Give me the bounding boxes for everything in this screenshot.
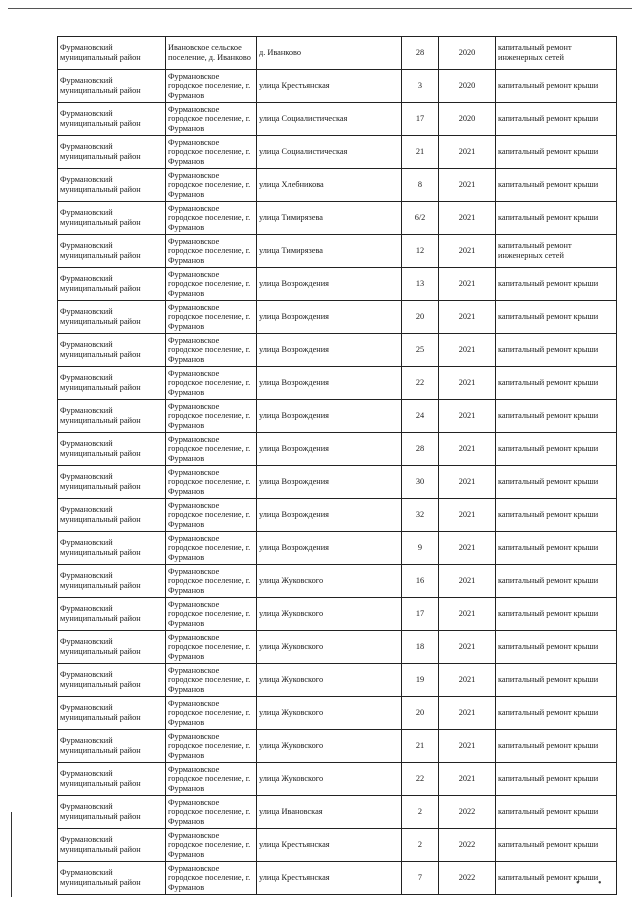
house-number-cell: 18 — [402, 631, 439, 664]
house-number-cell: 22 — [402, 763, 439, 796]
work-type-cell: капитальный ремонт крыши — [496, 169, 617, 202]
settlement-cell: Фурмановское городское поселение, г. Фурманов — [166, 367, 257, 400]
district-cell: Фурмановский муниципальный район — [58, 829, 166, 862]
year-cell: 2021 — [439, 400, 496, 433]
work-type-cell: капитальный ремонт крыши — [496, 466, 617, 499]
settlement-cell: Фурмановское городское поселение, г. Фурманов — [166, 268, 257, 301]
district-cell: Фурмановский муниципальный район — [58, 268, 166, 301]
settlement-cell: Фурмановское городское поселение, г. Фурманов — [166, 565, 257, 598]
district-cell: Фурмановский муниципальный район — [58, 598, 166, 631]
year-cell: 2021 — [439, 763, 496, 796]
year-cell: 2022 — [439, 862, 496, 895]
house-number-cell: 2 — [402, 796, 439, 829]
street-cell: улица Крестьянская — [257, 70, 402, 103]
district-cell: Фурмановский муниципальный район — [58, 70, 166, 103]
table-body — [58, 37, 617, 895]
table-row — [58, 862, 617, 895]
year-cell: 2021 — [439, 466, 496, 499]
table-row — [58, 664, 617, 697]
house-number-cell: 19 — [402, 664, 439, 697]
work-type-cell: капитальный ремонт крыши — [496, 334, 617, 367]
street-cell: улица Хлебникова — [257, 169, 402, 202]
street-cell: улица Возрождения — [257, 301, 402, 334]
year-cell: 2021 — [439, 697, 496, 730]
table-row — [58, 268, 617, 301]
table-row — [58, 400, 617, 433]
table-row — [58, 367, 617, 400]
settlement-cell: Фурмановское городское поселение, г. Фурманов — [166, 631, 257, 664]
house-number-cell: 2 — [402, 829, 439, 862]
house-number-cell: 17 — [402, 103, 439, 136]
year-cell: 2021 — [439, 598, 496, 631]
street-cell: улица Жуковского — [257, 697, 402, 730]
street-cell: улица Возрождения — [257, 466, 402, 499]
table-row — [58, 202, 617, 235]
house-number-cell: 25 — [402, 334, 439, 367]
house-number-cell: 30 — [402, 466, 439, 499]
street-cell: улица Тимирязева — [257, 235, 402, 268]
table-row — [58, 301, 617, 334]
year-cell: 2021 — [439, 565, 496, 598]
year-cell: 2020 — [439, 37, 496, 70]
work-type-cell: капитальный ремонт крыши — [496, 565, 617, 598]
work-type-cell: капитальный ремонт крыши — [496, 367, 617, 400]
work-type-cell: капитальный ремонт крыши — [496, 499, 617, 532]
work-type-cell: капитальный ремонт крыши — [496, 532, 617, 565]
work-type-cell: капитальный ремонт крыши — [496, 400, 617, 433]
work-type-cell: капитальный ремонт крыши — [496, 301, 617, 334]
district-cell: Фурмановский муниципальный район — [58, 730, 166, 763]
year-cell: 2021 — [439, 367, 496, 400]
work-type-cell: капитальный ремонт крыши — [496, 103, 617, 136]
district-cell: Фурмановский муниципальный район — [58, 499, 166, 532]
year-cell: 2021 — [439, 433, 496, 466]
work-type-cell: капитальный ремонт крыши — [496, 664, 617, 697]
work-type-cell: капитальный ремонт крыши — [496, 862, 617, 895]
table-row — [58, 334, 617, 367]
table-row — [58, 37, 617, 70]
district-cell: Фурмановский муниципальный район — [58, 433, 166, 466]
table-row — [58, 565, 617, 598]
work-type-cell: капитальный ремонт инженерных сетей — [496, 235, 617, 268]
table-row — [58, 235, 617, 268]
table-row — [58, 829, 617, 862]
house-number-cell: 21 — [402, 730, 439, 763]
year-cell: 2021 — [439, 301, 496, 334]
district-cell: Фурмановский муниципальный район — [58, 796, 166, 829]
table-row — [58, 499, 617, 532]
street-cell: улица Возрождения — [257, 400, 402, 433]
year-cell: 2022 — [439, 796, 496, 829]
district-cell: Фурмановский муниципальный район — [58, 697, 166, 730]
year-cell: 2020 — [439, 103, 496, 136]
settlement-cell: Фурмановское городское поселение, г. Фурманов — [166, 796, 257, 829]
settlement-cell: Фурмановское городское поселение, г. Фурманов — [166, 664, 257, 697]
settlement-cell: Фурмановское городское поселение, г. Фурманов — [166, 301, 257, 334]
district-cell: Фурмановский муниципальный район — [58, 136, 166, 169]
work-type-cell: капитальный ремонт крыши — [496, 796, 617, 829]
house-number-cell: 7 — [402, 862, 439, 895]
table-row — [58, 169, 617, 202]
house-number-cell: 17 — [402, 598, 439, 631]
work-type-cell: капитальный ремонт крыши — [496, 631, 617, 664]
table-row — [58, 631, 617, 664]
house-number-cell: 6/2 — [402, 202, 439, 235]
street-cell: улица Жуковского — [257, 598, 402, 631]
settlement-cell: Фурмановское городское поселение, г. Фурманов — [166, 730, 257, 763]
table-row — [58, 136, 617, 169]
work-type-cell: капитальный ремонт инженерных сетей — [496, 37, 617, 70]
top-rule — [8, 8, 632, 9]
settlement-cell: Фурмановское городское поселение, г. Фурманов — [166, 763, 257, 796]
year-cell: 2021 — [439, 334, 496, 367]
year-cell: 2021 — [439, 499, 496, 532]
house-number-cell: 28 — [402, 37, 439, 70]
street-cell: улица Возрождения — [257, 532, 402, 565]
district-cell: Фурмановский муниципальный район — [58, 532, 166, 565]
year-cell: 2021 — [439, 664, 496, 697]
house-number-cell: 3 — [402, 70, 439, 103]
house-number-cell: 32 — [402, 499, 439, 532]
table-row — [58, 433, 617, 466]
district-cell: Фурмановский муниципальный район — [58, 565, 166, 598]
house-number-cell: 12 — [402, 235, 439, 268]
work-type-cell: капитальный ремонт крыши — [496, 268, 617, 301]
house-number-cell: 28 — [402, 433, 439, 466]
settlement-cell: Фурмановское городское поселение, г. Фурманов — [166, 598, 257, 631]
work-type-cell: капитальный ремонт крыши — [496, 202, 617, 235]
year-cell: 2021 — [439, 235, 496, 268]
street-cell: улица Крестьянская — [257, 829, 402, 862]
street-cell: улица Социалистическая — [257, 103, 402, 136]
district-cell: Фурмановский муниципальный район — [58, 466, 166, 499]
street-cell: улица Жуковского — [257, 565, 402, 598]
table-row — [58, 103, 617, 136]
work-type-cell: капитальный ремонт крыши — [496, 829, 617, 862]
table-row — [58, 796, 617, 829]
work-type-cell: капитальный ремонт крыши — [496, 70, 617, 103]
year-cell: 2021 — [439, 532, 496, 565]
house-number-cell: 20 — [402, 697, 439, 730]
district-cell: Фурмановский муниципальный район — [58, 301, 166, 334]
year-cell: 2021 — [439, 730, 496, 763]
year-cell: 2021 — [439, 136, 496, 169]
house-number-cell: 22 — [402, 367, 439, 400]
street-cell: д. Иванково — [257, 37, 402, 70]
street-cell: улица Тимирязева — [257, 202, 402, 235]
house-number-cell: 9 — [402, 532, 439, 565]
settlement-cell: Фурмановское городское поселение, г. Фурманов — [166, 532, 257, 565]
street-cell: улица Возрождения — [257, 433, 402, 466]
settlement-cell: Фурмановское городское поселение, г. Фурманов — [166, 697, 257, 730]
year-cell: 2021 — [439, 169, 496, 202]
work-type-cell: капитальный ремонт крыши — [496, 763, 617, 796]
street-cell: улица Жуковского — [257, 730, 402, 763]
street-cell: улица Жуковского — [257, 631, 402, 664]
table-row — [58, 763, 617, 796]
work-type-cell: капитальный ремонт крыши — [496, 136, 617, 169]
street-cell: улица Жуковского — [257, 763, 402, 796]
district-cell: Фурмановский муниципальный район — [58, 37, 166, 70]
settlement-cell: Фурмановское городское поселение, г. Фурманов — [166, 499, 257, 532]
district-cell: Фурмановский муниципальный район — [58, 367, 166, 400]
work-type-cell: капитальный ремонт крыши — [496, 598, 617, 631]
table-row — [58, 466, 617, 499]
settlement-cell: Фурмановское городское поселение, г. Фурманов — [166, 70, 257, 103]
house-number-cell: 8 — [402, 169, 439, 202]
year-cell: 2020 — [439, 70, 496, 103]
work-type-cell: капитальный ремонт крыши — [496, 433, 617, 466]
settlement-cell: Фурмановское городское поселение, г. Фурманов — [166, 202, 257, 235]
district-cell: Фурмановский муниципальный район — [58, 664, 166, 697]
table-row — [58, 730, 617, 763]
settlement-cell: Фурмановское городское поселение, г. Фурманов — [166, 136, 257, 169]
settlement-cell: Фурмановское городское поселение, г. Фурманов — [166, 169, 257, 202]
settlement-cell: Фурмановское городское поселение, г. Фурманов — [166, 400, 257, 433]
settlement-cell: Фурмановское городское поселение, г. Фурманов — [166, 862, 257, 895]
district-cell: Фурмановский муниципальный район — [58, 103, 166, 136]
work-type-cell: капитальный ремонт крыши — [496, 730, 617, 763]
street-cell: улица Социалистическая — [257, 136, 402, 169]
settlement-cell: Фурмановское городское поселение, г. Фурманов — [166, 334, 257, 367]
district-cell: Фурмановский муниципальный район — [58, 169, 166, 202]
street-cell: улица Возрождения — [257, 499, 402, 532]
street-cell: улица Крестьянская — [257, 862, 402, 895]
table-row — [58, 532, 617, 565]
year-cell: 2022 — [439, 829, 496, 862]
year-cell: 2021 — [439, 268, 496, 301]
settlement-cell: Фурмановское городское поселение, г. Фурманов — [166, 829, 257, 862]
left-margin-mark — [11, 812, 12, 897]
year-cell: 2021 — [439, 202, 496, 235]
district-cell: Фурмановский муниципальный район — [58, 763, 166, 796]
district-cell: Фурмановский муниципальный район — [58, 235, 166, 268]
house-number-cell: 24 — [402, 400, 439, 433]
settlement-cell: Фурмановское городское поселение, г. Фурманов — [166, 235, 257, 268]
house-number-cell: 13 — [402, 268, 439, 301]
year-cell: 2021 — [439, 631, 496, 664]
settlement-cell: Фурмановское городское поселение, г. Фурманов — [166, 103, 257, 136]
district-cell: Фурмановский муниципальный район — [58, 631, 166, 664]
district-cell: Фурмановский муниципальный район — [58, 334, 166, 367]
settlement-cell: Ивановское сельское поселение, д. Иванково — [166, 37, 257, 70]
table-row — [58, 598, 617, 631]
house-number-cell: 16 — [402, 565, 439, 598]
district-cell: Фурмановский муниципальный район — [58, 862, 166, 895]
house-number-cell: 21 — [402, 136, 439, 169]
street-cell: улица Ивановская — [257, 796, 402, 829]
district-cell: Фурмановский муниципальный район — [58, 202, 166, 235]
settlement-cell: Фурмановское городское поселение, г. Фурманов — [166, 466, 257, 499]
street-cell: улица Возрождения — [257, 334, 402, 367]
settlement-cell: Фурмановское городское поселение, г. Фурманов — [166, 433, 257, 466]
work-type-cell: капитальный ремонт крыши — [496, 697, 617, 730]
district-cell: Фурмановский муниципальный район — [58, 400, 166, 433]
table-row — [58, 697, 617, 730]
repair-register-table — [57, 36, 617, 895]
street-cell: улица Возрождения — [257, 268, 402, 301]
scan-artifact-dots: • • — [576, 878, 610, 889]
table-row — [58, 70, 617, 103]
street-cell: улица Жуковского — [257, 664, 402, 697]
house-number-cell: 20 — [402, 301, 439, 334]
street-cell: улица Возрождения — [257, 367, 402, 400]
